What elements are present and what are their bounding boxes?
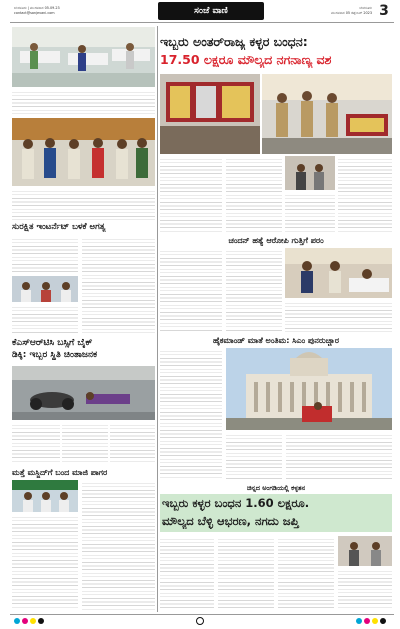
story-headline-crash-line1: ಕೆಎಸ್ಆರ್‌ಟಿಸಿ ಬಸ್ಸಿಗೆ ಬೈಕ್ [12,338,93,348]
bottom-kicker: ಚಿನ್ನದ ಅಂಗಡಿಯಲ್ಲಿ ಕಳ್ಳತನ [246,484,306,492]
bottom-article-col4 [338,568,392,610]
crash-article-col1 [12,422,60,464]
mosque-article-col1 [82,480,155,610]
masthead-logo-text: ಸಂಜೆ ವಾಣಿ [194,6,228,16]
lead-headline-line1: ಇಬ್ಬರು ಅಂತರ್‌ರಾಜ್ಯ ಕಳ್ಳರ ಬಂಧನ: [160,34,308,49]
highcourt-article-col2 [226,432,282,480]
blood-article-col1 [160,248,222,332]
bottom-article-col1 [160,536,214,610]
story-headline-blood: ಚಂದನ್ ಹತ್ಯೆ ಆರೋಪಿ ಗುತ್ತಿಗೆ ಪರಂ [228,236,324,245]
reg-dot-black [38,618,44,624]
registration-target [196,617,204,625]
students-article [12,188,155,220]
story-headline-highcourt: ಹೈಕಮಾಂಡ್ ಮಾತೆ ಅಂತಿಮ: ಸಿಎಂ ಪುನರುಚ್ಚಾರ [213,336,339,345]
page-number: 3 [379,3,389,19]
story-headline-crash-line2: ಡಿಕ್ಕಿ: ಇಬ್ಬರ ಸ್ಥಿತಿ ಚಿಂತಾಜನಕ [12,350,98,360]
blood-donation-photo [285,248,392,298]
blood-caption [285,300,392,332]
hospital-caption [12,89,155,115]
internet-photo [12,276,78,302]
blood-article-col2 [226,248,282,332]
crash-scene-photo [12,366,155,420]
masthead-city: ಬೆಂಗಳೂರು [359,6,372,10]
highcourt-article-col1 [160,348,222,480]
crash-article-col3 [110,422,155,464]
story-headline-internet: ಸುರಕ್ಷಿತ ಇಂಟರ್ನೆಟ್ ಬಳಕೆ ಅಗತ್ಯ [12,222,106,232]
reg-dot-cyan [14,618,20,624]
police-team-photo [262,74,392,154]
mosque-photo [12,480,78,512]
highcourt-article-col3 [286,432,392,480]
column-rule-main [157,26,158,612]
reg-dot-yellow [30,618,36,624]
registration-marks-left [14,618,44,624]
arrest-caption [285,192,335,232]
masthead-dateline: ಮಂಗಳವಾರ 05 ಸೆಪ್ಟೆಂಬರ್ 2023 [331,11,372,15]
reg-dot-magenta-r [364,618,370,624]
bottom-accused-photo [338,536,392,566]
story-headline-mosque: ಮತ್ತೆ ಮಸ್ಜಿದ್‌ಗೆ ಬಂದ ಮಾಜಿ ಪಾಗರ [12,468,108,477]
reg-dot-magenta [22,618,28,624]
lead-article-col1 [160,156,222,232]
students-photo [12,118,155,186]
arrest-photo [285,156,335,190]
masthead-email: contact@sanjevani.com [14,11,55,15]
vidhana-soudha-photo [226,348,392,430]
masthead-rule [10,22,394,23]
crash-article-col2 [62,422,108,464]
lead-article-col3 [338,156,392,232]
footer-rule [10,614,394,615]
bottom-headline-line2: ಮೌಲ್ಯದ ಬೆಳ್ಳಿ ಆಭರಣ, ನಗದು ಜಪ್ತಿ [162,514,299,528]
bottom-article-col3 [278,536,334,610]
reg-dot-cyan-r [356,618,362,624]
bottom-article-col2 [218,536,274,610]
registration-marks-right [356,618,386,624]
mosque-article-col2 [12,514,78,610]
internet-caption [12,304,78,334]
internet-article-col2 [82,236,155,334]
lead-headline-line2: 17.50 ಲಕ್ಷರೂ ಮೌಲ್ಯದ ನಗನಾಣ್ಯ ವಶ [160,52,332,67]
reg-dot-yellow-r [372,618,378,624]
masthead-date: ಬೆಂಗಳೂರು | ಮಂಗಳವಾರ 05.09.23 [14,6,60,10]
jewellery-display-photo [160,74,260,154]
hospital-photo [12,27,155,87]
bottom-headline-line1: ಇಬ್ಬರು ಕಳ್ಳರ ಬಂಧನ 1.60 ಲಕ್ಷರೂ. [162,496,310,510]
lead-article-col2 [226,156,282,232]
reg-dot-black-r [380,618,386,624]
internet-article-col1 [12,236,78,274]
